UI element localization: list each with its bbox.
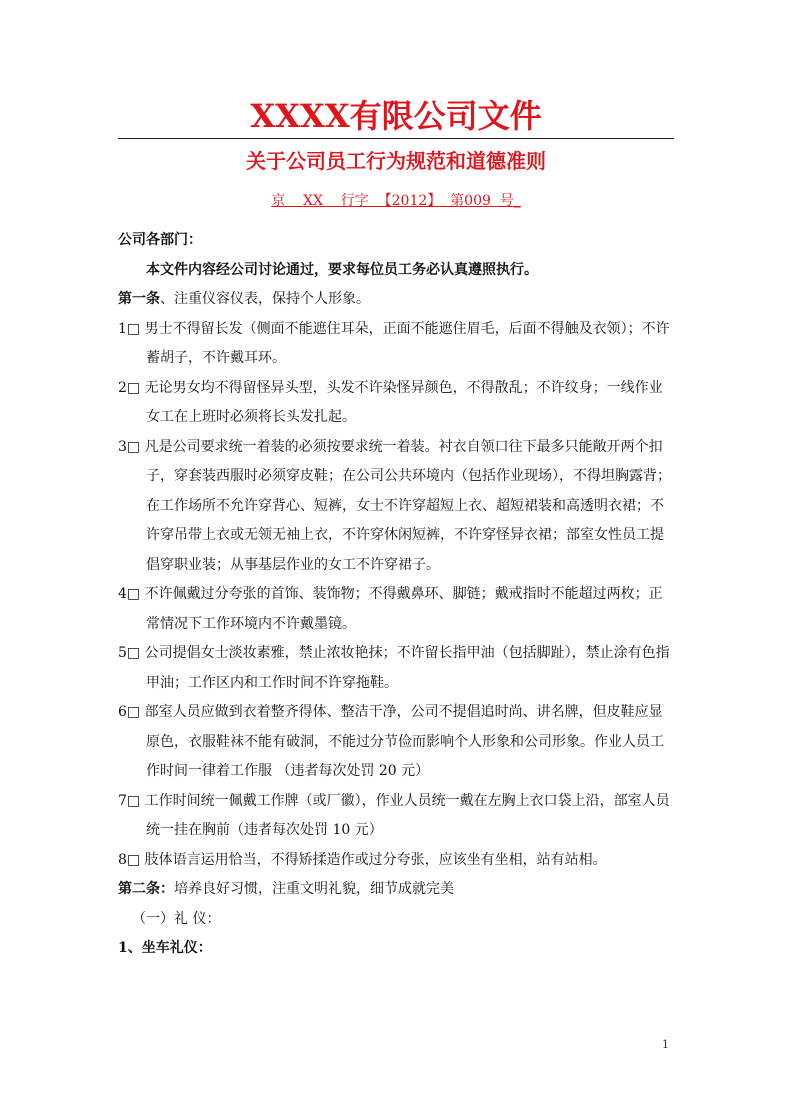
item-4-line-2: 常情况下工作环境内不许戴墨镜。 [146, 615, 356, 632]
item-6-line-3: 作时间一律着工作服 （违者每次处罚 20 元） [146, 763, 430, 779]
item-4-line-1: 4□ 不许佩戴过分夸张的首饰、装饰物；不得戴鼻环、脚链；戴戒指时不能超过两枚；正 [118, 586, 663, 602]
item-8-line-1: 8□ 肢体语言运用恰当，不得矫揉造作或过分夸张，应该坐有坐相，站有站相。 [118, 851, 607, 868]
document-title: 关于公司员工行为规范和道德准则 [246, 149, 546, 173]
item-2-line-1: 2□ 无论男女均不得留怪异头型，头发不许染怪异颜色，不得散乱；不许纹身；一线作业 [118, 379, 663, 396]
item-2-line-2: 女工在上班时必须将长头发扎起。 [146, 409, 356, 425]
item-3-line-5: 倡穿职业装；从事基层作业的女工不许穿裙子。 [146, 556, 440, 573]
intro-paragraph: 本文件内容经公司讨论通过，要求每位员工务必认真遵照执行。 [146, 261, 538, 278]
article-2-label: 第二条： [118, 881, 174, 897]
item-1-line-1: 1□ 男士不得留长发（侧面不能遮住耳朵，正面不能遮住眉毛，后面不得触及衣领）；不许 [118, 320, 670, 337]
item-5-line-1: 5□ 公司提倡女士淡妆素雅，禁止浓妆艳抹；不许留长指甲油（包括脚趾），禁止涂有色指 [118, 645, 670, 661]
company-title: XXXX有限公司文件 [250, 97, 542, 135]
item-3-line-3: 在工作场所不允许穿背心、短裤，女士不许穿超短上衣、超短裙装和高透明衣裙；不 [146, 497, 664, 514]
article-1-label: 第一条 [118, 291, 160, 307]
addressee: 公司各部门： [118, 232, 202, 248]
document-body [118, 226, 674, 964]
item-3-line-2: 子，穿套装西服时必须穿皮鞋；在公司公共环境内（包括作业现场），不得坦胸露背； [146, 468, 671, 484]
header-divider [118, 138, 674, 139]
article-1-text: 、注重仪容仪表，保持个人形象。 [160, 291, 370, 307]
item-7-line-1: 7□ 工作时间统一佩戴工作牌（或厂徽），作业人员统一戴在左胸上衣口袋上沿，部室人员 [118, 792, 670, 809]
document-number [0, 190, 792, 212]
item-3-line-4: 许穿吊带上衣或无领无袖上衣，不许穿休闲短裤，不许穿怪异衣裙；部室女性员工提 [146, 527, 664, 543]
subsection-car-etiquette: 1、坐车礼仪： [118, 940, 212, 956]
section-etiquette: （一）礼 仪： [132, 910, 221, 927]
item-6-line-2: 原色，衣服鞋袜不能有破洞，不能过分节俭而影响个人形象和公司形象。作业人员工 [146, 733, 664, 750]
article-2-heading [118, 875, 674, 905]
article-2-text: 培养良好习惯，注重文明礼貌，细节成就完美 [174, 881, 454, 897]
page-number: 1 [662, 1038, 669, 1051]
item-5-line-2: 甲油；工作区内和工作时间不许穿拖鞋。 [146, 674, 398, 691]
article-1-heading [118, 285, 674, 315]
item-6-line-1: 6□ 部室人员应做到衣着整齐得体、整洁干净，公司不提倡追时尚、讲名牌，但皮鞋应显 [118, 704, 663, 720]
item-1-line-2: 蓄胡子，不许戴耳环。 [146, 350, 286, 366]
document-number-text: 京 XX 行字 【2012】 第009 号_ [271, 193, 521, 209]
item-7-line-2: 统一挂在胸前（违者每次处罚 10 元） [146, 822, 383, 838]
item-3-line-1: 3□ 凡是公司要求统一着装的必须按要求统一着装。衬衣自领口往下最多只能敞开两个扣 [118, 438, 663, 455]
